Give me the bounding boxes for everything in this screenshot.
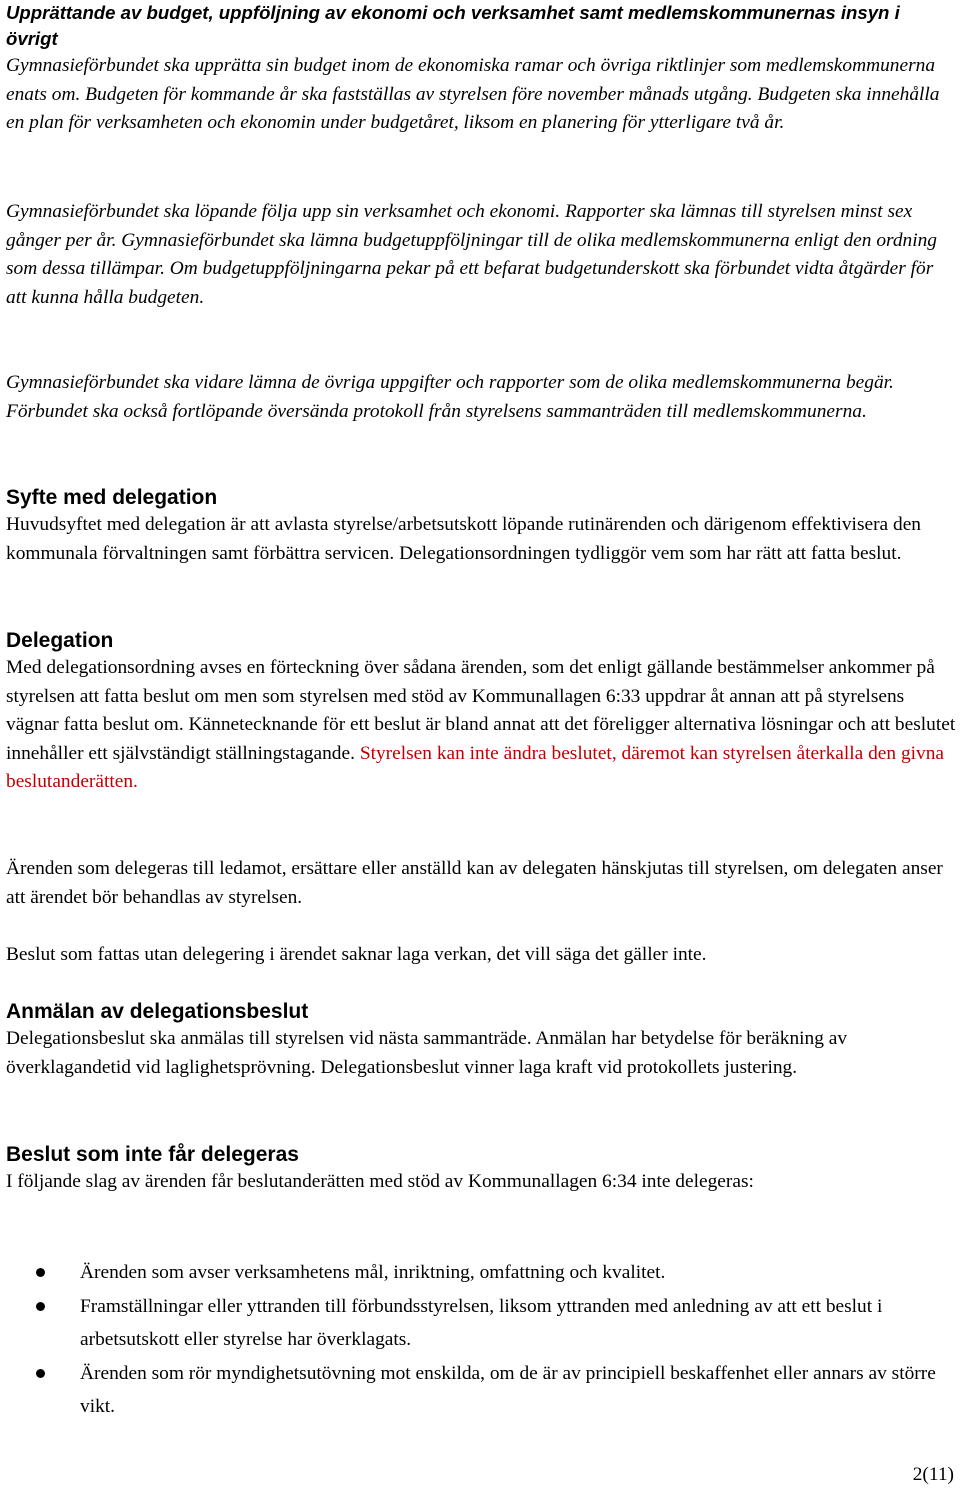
section-beslut bbox=[6, 1142, 956, 1197]
list-item bbox=[6, 1256, 956, 1290]
highlighted-text: Styrelsen kan inte ändra beslutet, däremot kan styrelsen återkalla den givna beslutanderätten. bbox=[6, 742, 945, 793]
section-heading-syfte: Syfte med delegation bbox=[6, 486, 218, 509]
paragraph: Beslut som fattas utan delegering i ärendet saknar laga verkan, det vill säga det gäller inte. bbox=[6, 944, 707, 965]
list-item-text: Ärenden som avser verksamhetens mål, inriktning, omfattning och kvalitet. bbox=[80, 1262, 666, 1283]
paragraph: Gymnasieförbundet ska upprätta sin budget inom de ekonomiska ramar och övriga riktlinjer som medlemskommunerna enats om. Budgeten för kommande år ska fastställas av styrelsen före november månads utgång. Budgeten ska innehålla en plan för verksamheten och ekonomin under budgetåret, liksom en planering för ytterligare två år. bbox=[6, 55, 940, 134]
bullet-icon bbox=[36, 1268, 45, 1277]
section-budget-p3 bbox=[6, 369, 956, 426]
section-heading-delegation: Delegation bbox=[6, 629, 114, 652]
list-item-text: Framställningar eller yttranden till förbundsstyrelsen, liksom yttranden med anledning av att ett beslut i arbetsutskott eller styrelse har överklagats. bbox=[80, 1295, 883, 1350]
paragraph bbox=[6, 654, 956, 797]
bullet-list bbox=[6, 1256, 956, 1424]
bullet-icon bbox=[36, 1369, 45, 1378]
paragraph: Gymnasieförbundet ska vidare lämna de övriga uppgifter och rapporter som de olika medlemskommunerna begär. Förbundet ska också fortlöpande översända protokoll från styrelsens sammanträden till medlemskommunerna. bbox=[6, 372, 894, 422]
section-budget bbox=[6, 0, 956, 138]
list-item-text: Ärenden som rör myndighetsutövning mot enskilda, om de är av principiell beskaffenhet eller annars av större vikt. bbox=[80, 1362, 936, 1417]
paragraph: Ärenden som delegeras till ledamot, ersättare eller anställd kan av delegaten hänskjutas till styrelsen, om delegaten anser att ärendet bör behandlas av styrelsen. bbox=[6, 858, 943, 908]
section-heading-beslut: Beslut som inte får delegeras bbox=[6, 1143, 299, 1166]
paragraph: Delegationsbeslut ska anmälas till styrelsen vid nästa sammanträde. Anmälan har betydelse för beräkning av överklagandetid vid laglighetsprövning. Delegationsbeslut vinner laga kraft vid protokollets justering. bbox=[6, 1028, 848, 1078]
section-anmalan bbox=[6, 999, 956, 1082]
section-delegation-p3 bbox=[6, 941, 956, 970]
section-heading-anmalan: Anmälan av delegationsbeslut bbox=[6, 1000, 309, 1023]
list-item bbox=[6, 1357, 956, 1424]
list-item bbox=[6, 1290, 956, 1357]
paragraph: Gymnasieförbundet ska löpande följa upp sin verksamhet och ekonomi. Rapporter ska lämnas till styrelsen minst sex gånger per år. Gymnasieförbundet ska lämna budgetuppföljningar till de olika medlemskommunerna enligt den ordning som dessa tillämpar. Om budgetuppföljningarna pekar på ett befarat budgetunderskott ska förbundet vidta åtgärder för att kunna hålla budgeten. bbox=[6, 201, 938, 308]
section-budget-p2 bbox=[6, 198, 956, 312]
section-delegation-p2 bbox=[6, 855, 956, 912]
section-heading-budget: Upprättande av budget, uppföljning av ekonomi och verksamhet samt medlemskommunernas insyn i övrigt bbox=[6, 2, 900, 49]
paragraph: I följande slag av ärenden får beslutanderätten med stöd av Kommunallagen 6:34 inte delegeras: bbox=[6, 1171, 754, 1192]
page-number: 2(11) bbox=[912, 1464, 954, 1485]
paragraph-text: Med delegationsordning avses en förteckning över sådana ärenden, som det enligt gällande bestämmelser ankommer på styrelsen att fatta beslut om men som styrelsen med stöd av Kommunallagen 6:33 uppdrar åt annan att på styrelsens vägnar fatta beslut om. Kännetecknande för ett beslut är bland annat att det föreligger alternativa lösningar och att beslutet innehåller ett självständigt ställningstagande. bbox=[6, 657, 956, 764]
paragraph: Huvudsyftet med delegation är att avlasta styrelse/arbetsutskott löpande rutinärenden och därigenom effektivisera den kommunala förvaltningen samt förbättra servicen. Delegationsordningen tydliggör vem som har rätt att fatta beslut. bbox=[6, 514, 922, 564]
section-syfte bbox=[6, 485, 956, 568]
bullet-icon bbox=[36, 1302, 45, 1311]
section-delegation bbox=[6, 628, 956, 797]
